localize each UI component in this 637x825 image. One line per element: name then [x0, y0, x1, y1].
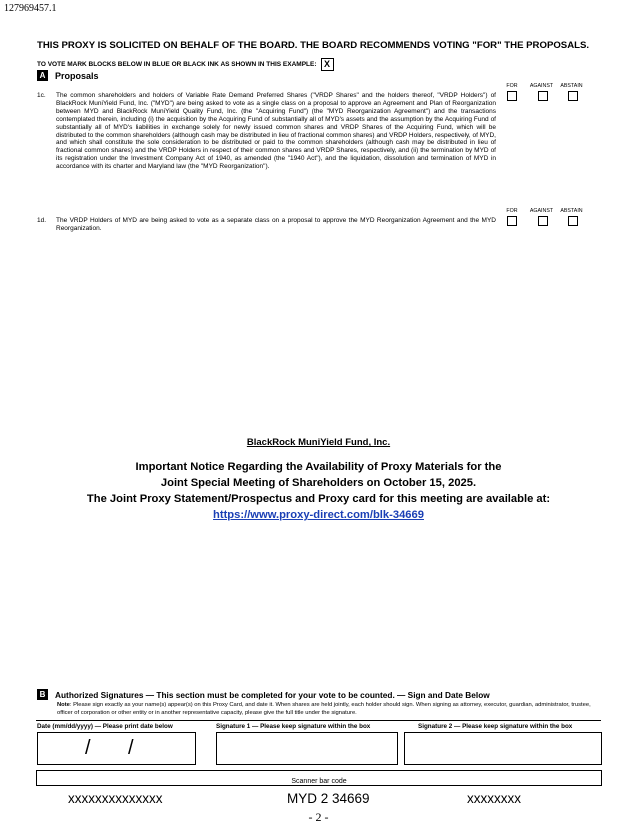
notice-line-2: Joint Special Meeting of Shareholders on October 15, 2025.	[160, 477, 477, 489]
column-abstain: ABSTAIN	[560, 83, 583, 89]
vote-boxes-1d	[507, 216, 578, 226]
section-a-title: Proposals	[55, 70, 99, 81]
proposal-text: The VRDP Holders of MYD are being asked to vote as a separate class on a proposal to approve the MYD Reorganization Agreement and the MYD Reorganization.	[56, 217, 496, 232]
vote-for-checkbox[interactable]	[507, 216, 517, 226]
vote-column-headers-1c	[499, 83, 585, 89]
proposal-number: 1d.	[37, 217, 47, 224]
column-against: AGAINST	[529, 208, 554, 214]
section-divider	[36, 720, 601, 721]
proxy-materials-notice	[0, 459, 637, 523]
proposal-text: The common shareholders and holders of Variable Rate Demand Preferred Shares ("VRDP Shares" and the holders thereof, "VRDP Holders") of BlackRock MuniYield Fund, Inc. ("MYD") are being asked to vote as a single class on a proposal to approve an Agreement and Plan of Reorganization between MYD and BlackRock MuniYield Quality Fund, Inc. (the "Acquiring Fund") (the "MYD Reorganization Agreement") and the transactions contemplated therein, including (i) the acquisition by the Acquiring Fund of substantially all of MYD's assets and the assumption by the Acquiring Fund of substantially all of MYD's liabilities in exchange solely for newly issued common shares and VRDP Shares of the Acquiring Fund, which will be distributed to the common shareholders (although cash may be distributed in lieu of fractional common shares) and VRDP Holders, respectively, of MYD, and which shall constitute the sole consideration to be distributed or paid to the common shareholders (although cash may be distributed in lieu of fractional common shares) and the VRDP Holders in respect of their common shares and VRDP Shares, respectively, and (ii) the termination by MYD of its registration under the Investment Company Act of 1940, as amended (the "1940 Act"), and the liquidation, dissolution and termination of MYD in accordance with its charter and Maryland law (the "MYD Reorganization").	[56, 92, 496, 171]
section-b-title: Authorized Signatures — This section must be completed for your vote to be counted. — Sign and Date Below	[55, 689, 490, 700]
vote-column-headers-1d	[499, 208, 585, 214]
section-b-badge: B	[37, 689, 48, 700]
document-id: 127969457.1	[4, 3, 57, 14]
signature-2-label: Signature 2 — Please keep signature within the box	[418, 723, 573, 730]
scanner-label: Scanner bar code	[291, 778, 347, 785]
vote-boxes-1c	[507, 91, 578, 101]
date-field[interactable]	[37, 732, 196, 765]
signature-note	[57, 702, 597, 717]
footer-code-right: xxxxxxxx	[467, 791, 521, 806]
signature-1-label: Signature 1 — Please keep signature within the box	[216, 723, 371, 730]
note-label: Note	[57, 702, 70, 708]
vote-abstain-checkbox[interactable]	[568, 216, 578, 226]
vote-abstain-checkbox[interactable]	[568, 91, 578, 101]
column-for: FOR	[506, 83, 518, 89]
section-b-header	[37, 689, 490, 700]
proxy-materials-link[interactable]: https://www.proxy-direct.com/blk-34669	[213, 509, 424, 521]
scanner-barcode-area	[36, 770, 602, 786]
notice-line-1: Important Notice Regarding the Availability of Proxy Materials for the	[135, 461, 502, 473]
page-number: - 2 -	[308, 810, 329, 824]
vote-for-checkbox[interactable]	[507, 91, 517, 101]
section-a-badge: A	[37, 70, 48, 81]
proposal-number: 1c.	[37, 92, 46, 99]
footer-code-left: xxxxxxxxxxxxxx	[68, 791, 163, 806]
example-mark-box: X	[321, 58, 334, 71]
vote-against-checkbox[interactable]	[538, 91, 548, 101]
date-separator: /	[85, 737, 91, 759]
vote-against-checkbox[interactable]	[538, 216, 548, 226]
column-against: AGAINST	[529, 83, 554, 89]
footer-code-center: MYD 2 34669	[287, 791, 370, 806]
signature-2-field[interactable]	[404, 732, 602, 765]
date-separator: /	[128, 737, 134, 759]
note-text: : Please sign exactly as your name(s) appear(s) on this Proxy Card, and date it. When shares are held jointly, each holder should sign. When signing as attorney, executor, guardian, administrator, trustee, officer of corporation or other entity or in another representative capacity, please give the full title under the signature.	[57, 702, 591, 716]
signature-1-field[interactable]	[216, 732, 398, 765]
column-abstain: ABSTAIN	[560, 208, 583, 214]
section-a-header	[37, 70, 99, 81]
page-heading: THIS PROXY IS SOLICITED ON BEHALF OF THE BOARD. THE BOARD RECOMMENDS VOTING "FOR" THE PROPOSALS.	[37, 40, 590, 51]
column-for: FOR	[506, 208, 518, 214]
fund-name: BlackRock MuniYield Fund, Inc.	[246, 437, 391, 448]
date-label: Date (mm/dd/yyyy) — Please print date below	[37, 723, 173, 730]
notice-line-3: The Joint Proxy Statement/Prospectus and Proxy card for this meeting are available at:	[86, 493, 551, 505]
instruction-text: TO VOTE MARK BLOCKS BELOW IN BLUE OR BLACK INK AS SHOWN IN THIS EXAMPLE:	[37, 61, 317, 68]
